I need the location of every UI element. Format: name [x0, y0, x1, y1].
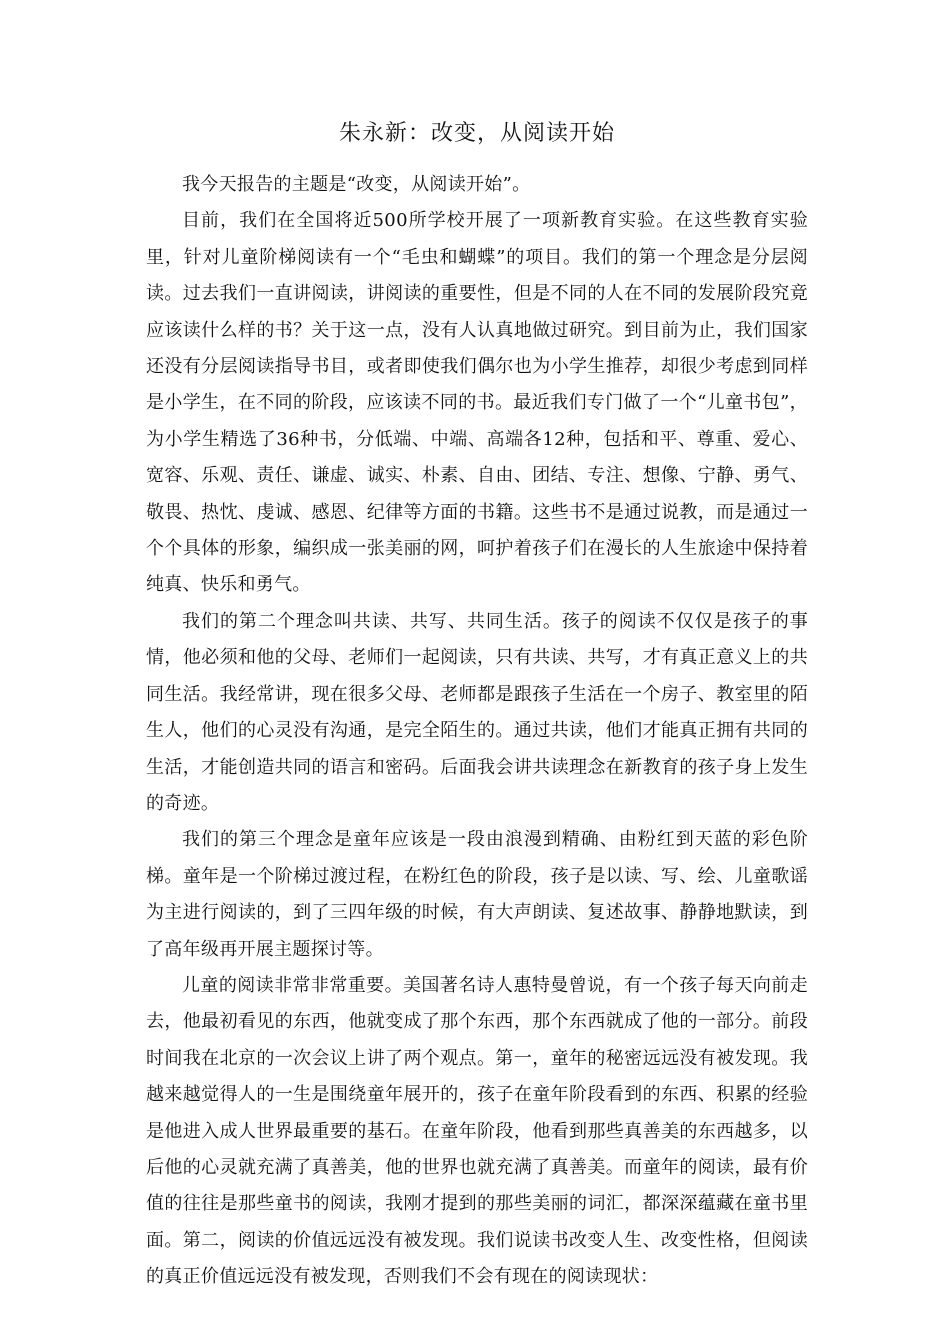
paragraph-2: 目前，我们在全国将近500所学校开展了一项新教育实验。在这些教育实验里，针对儿童阶梯阅读有一个“毛虫和蝴蝶”的项目。我们的第一个理念是分层阅读。过去我们一直讲阅读，讲阅读的重要性，但是不同的人在不同的发展阶段究竟应该读什么样的书？关于这一点，没有人认真地做过研究。到目前为止，我们国家还没有分层阅读指导书目，或者即使我们偶尔也为小学生推荐，却很少考虑到同样是小学生，在不同的阶段，应该读不同的书。最近我们专门做了一个“儿童书包”，为小学生精选了36种书，分低端、中端、高端各12种，包括和平、尊重、爱心、宽容、乐观、责任、谦虚、诚实、朴素、自由、团结、专注、想像、宁静、勇气、敬畏、热忱、虔诚、感恩、纪律等方面的书籍。这些书不是通过说教，而是通过一个个具体的形象，编织成一张美丽的网，呵护着孩子们在漫长的人生旅途中保持着纯真、快乐和勇气。: [146, 210, 808, 596]
paragraph-5: 儿童的阅读非常非常重要。美国著名诗人惠特曼曾说，有一个孩子每天向前走去，他最初看见的东西，他就变成了那个东西，那个东西就成了他的一部分。前段时间我在北京的一次会议上讲了两个观点。第一，童年的秘密远远没有被发现。我越来越觉得人的一生是围绕童年展开的，孩子在童年阶段看到的东西、积累的经验是他进入成人世界最重要的基石。在童年阶段，他看到那些真善美的东西越多，以后他的心灵就充满了真善美，他的世界也就充满了真善美。而童年的阅读，最有价值的往往是那些童书的阅读，我刚才提到的那些美丽的词汇，都深深蕴藏在童书里面。第二，阅读的价值远远没有被发现。我们说读书改变人生、改变性格，但阅读的真正价值远远没有被发现，否则我们不会有现在的阅读现状：: [146, 974, 808, 1288]
document-title: 朱永新：改变，从阅读开始: [338, 121, 615, 146]
paragraph-1: 我今天报告的主题是“改变，从阅读开始”。: [182, 174, 531, 195]
paragraph-3: 我们的第二个理念叫共读、共写、共同生活。孩子的阅读不仅仅是孩子的事情，他必须和他的父母、老师们一起阅读，只有共读、共写，才有真正意义上的共同生活。我经常讲，现在很多父母、老师都是跟孩子生活在一个房子、教室里的陌生人，他们的心灵没有沟通，是完全陌生的。通过共读，他们才能真正拥有共同的生活，才能创造共同的语言和密码。后面我会讲共读理念在新教育的孩子身上发生的奇迹。: [146, 610, 808, 814]
document-page: [146, 117, 808, 1296]
paragraph-4: 我们的第三个理念是童年应该是一段由浪漫到精确、由粉红到天蓝的彩色阶梯。童年是一个阶梯过渡过程，在粉红色的阶段，孩子是以读、写、绘、儿童歌谣为主进行阅读的，到了三四年级的时候，有大声朗读、复述故事、静静地默读，到了高年级再开展主题探讨等。: [146, 829, 808, 960]
